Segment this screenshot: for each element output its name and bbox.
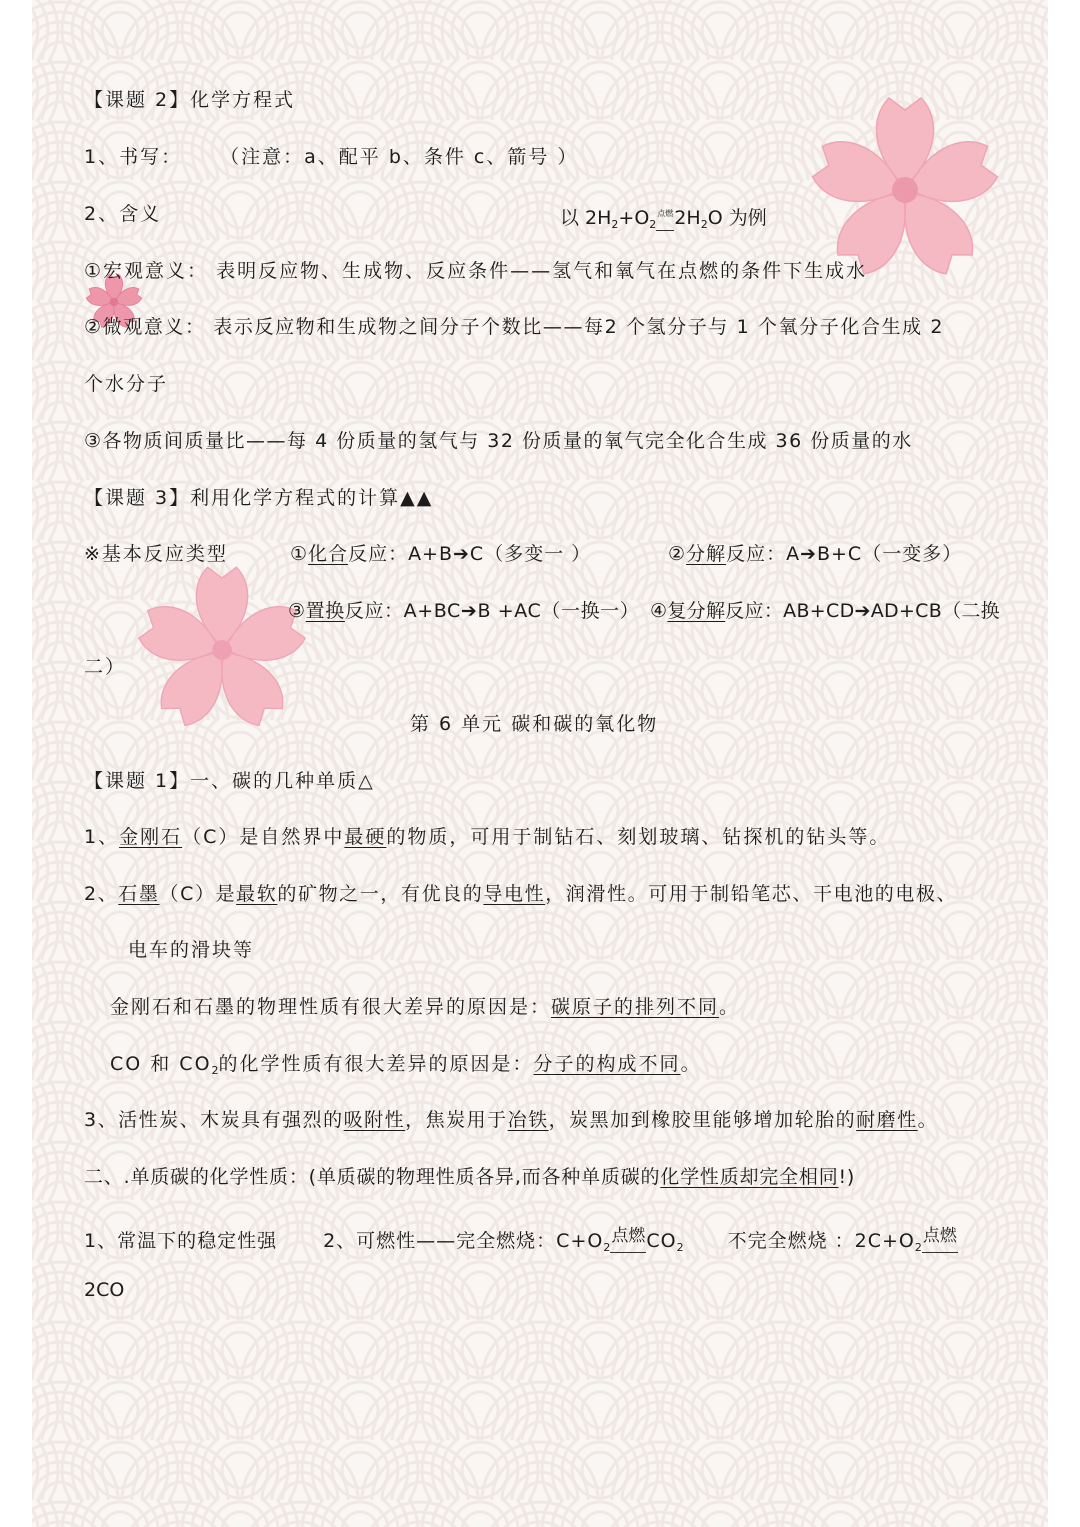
decomposition-num: ② (668, 543, 687, 565)
lesson2-title: 【课题 2】化学方程式 (84, 89, 296, 111)
chem-properties-row (84, 1163, 855, 1191)
page-margin-right (1048, 0, 1080, 1527)
diff2-reason: 分子的构成不同 (533, 1053, 681, 1075)
diamond-hardest: 最硬 (344, 826, 387, 848)
example-o2-subscript: 2 (649, 218, 657, 231)
o2-subscript: 2 (603, 1241, 611, 1254)
graphite-row (84, 880, 957, 908)
lesson3-title: 【课题 3】利用化学方程式的计算▲▲ (84, 487, 434, 509)
writing-label: 1、书写： (84, 146, 183, 168)
double-displacement-reaction (650, 597, 1000, 625)
diff1-end: 。 (719, 996, 741, 1018)
flammable-text: 2、可燃性——完全燃烧：C+O (323, 1230, 604, 1252)
activated-smelting: 冶铁 (507, 1109, 549, 1131)
activated-wear: 耐磨性 (856, 1109, 918, 1131)
example-product-h: 2H (674, 207, 701, 229)
double-num: ④ (650, 600, 668, 622)
o2-subscript-b: 2 (914, 1241, 922, 1254)
incomplete-text: 不完全燃烧 ：2C+O (727, 1230, 915, 1252)
micro-meaning-line1: ②微观意义： 表示反应物和生成物之间分子个数比——每2 个氢分子与 1 个氧分子化合生成 2 (84, 316, 945, 338)
example-h2o-subscript: 2 (700, 218, 708, 231)
chem-props-label: 二、.单质碳的化学性质：(单质碳的物理性质各异,而各种单质碳的 (84, 1166, 661, 1188)
activated-end: 。 (917, 1109, 939, 1131)
displacement-reaction (288, 597, 639, 625)
example-h2-subscript: 2 (611, 218, 619, 231)
graphite-p2: 的矿物之一，有优良的 (277, 883, 484, 905)
graphite-line2: 电车的滑块等 (128, 939, 255, 961)
unit6-lesson1-title: 【课题 1】一、碳的几种单质△ (84, 770, 375, 792)
combustion-row (84, 1222, 958, 1262)
mass-ratio: ③各物质间质量比——每 4 份质量的氢气与 32 份质量的氧气完全化合生成 36 份质量的水 (84, 430, 913, 452)
example-plus-o: +O (618, 207, 650, 229)
double-word: 复分解 (667, 600, 726, 622)
writing-note: （注意：a、配平 b、条件 c、箭号 ） (220, 146, 579, 168)
combination-num: ① (290, 543, 309, 565)
complete-condition: 点燃 (610, 1222, 646, 1250)
diamond-row (84, 823, 890, 851)
displacement-word: 置换 (305, 600, 345, 622)
graphite-conductivity: 导电性 (483, 883, 546, 905)
activated-p2: ，炭黑加到橡胶里能够增加轮胎的 (548, 1109, 857, 1131)
structure-difference-1 (110, 993, 740, 1021)
diff2-text: 的化学性质有很大差异的原因是： (218, 1053, 534, 1075)
unit6-heading: 第 6 单元 碳和碳的氧化物 (410, 713, 659, 735)
diamond-name: 金刚石 (119, 826, 183, 848)
combination-rest: 反应：A+B➔C（多变一 ） (348, 543, 592, 565)
product-2co: 2CO (84, 1279, 125, 1301)
co2-subscript: 2 (676, 1241, 684, 1254)
diamond-num: 1、 (84, 826, 120, 848)
incomplete-condition: 点燃 (922, 1222, 958, 1250)
graphite-num: 2、 (84, 883, 119, 905)
diff2-subscript: 2 (211, 1064, 219, 1077)
diamond-p2: 的物质，可用于制钻石、刻划玻璃、钻探机的钻头等。 (386, 826, 891, 848)
decomposition-reaction (668, 540, 962, 568)
example-condition: 点燃 (656, 200, 674, 228)
reaction-types-label: ※基本反应类型 (84, 543, 228, 565)
co2-product: CO (646, 1230, 677, 1252)
medium-flower-icon (132, 560, 312, 740)
stability-text: 1、常温下的稳定性强 (84, 1230, 278, 1252)
meaning-label: 2、含义 (84, 203, 162, 225)
combination-word: 化合 (308, 543, 349, 565)
diff1-text: 金刚石和石墨的物理性质有很大差异的原因是： (110, 996, 552, 1018)
graphite-p3: ，润滑性。可用于制铅笔芯、干电池的电极、 (545, 883, 958, 905)
graphite-softest: 最软 (236, 883, 278, 905)
diff2-co: CO 和 CO (110, 1053, 212, 1075)
example-product-o: O (707, 207, 723, 229)
example-suffix: 为例 (722, 207, 767, 229)
activated-p1: ，焦炭用于 (405, 1109, 508, 1131)
displacement-rest: 反应：A+BC➔B +AC（一换一） (344, 600, 640, 622)
diff1-reason: 碳原子的排列不同 (551, 996, 720, 1018)
diamond-p1: （C）是自然界中 (182, 826, 345, 848)
combination-reaction (290, 540, 591, 568)
activated-carbon-row (84, 1106, 938, 1134)
diff2-end: 。 (680, 1053, 702, 1075)
decomposition-word: 分解 (686, 543, 727, 565)
displacement-num: ③ (288, 600, 306, 622)
example-prefix: 以 2H (560, 207, 612, 229)
double-rest: 反应：AB+CD➔AD+CB（二换 (725, 600, 1000, 622)
structure-difference-2 (110, 1050, 702, 1085)
graphite-name: 石墨 (118, 883, 160, 905)
page-margin-left (0, 0, 32, 1527)
graphite-p1: （C）是 (159, 883, 237, 905)
example-equation (560, 200, 767, 239)
macro-meaning: ①宏观意义： 表明反应物、生成物、反应条件——氢气和氧气在点燃的条件下生成水 (84, 260, 868, 282)
writing-row (84, 143, 578, 171)
activated-adsorption: 吸附性 (343, 1109, 406, 1131)
double-displacement-wrap: 二） (84, 656, 127, 678)
chem-props-end: !) (838, 1166, 856, 1188)
activated-num: 3、活性炭、木炭具有强烈的 (84, 1109, 344, 1131)
decomposition-rest: 反应：A➔B+C（一变多） (726, 543, 963, 565)
micro-meaning-line2: 个水分子 (84, 373, 169, 395)
chem-props-same: 化学性质却完全相同 (660, 1166, 839, 1188)
